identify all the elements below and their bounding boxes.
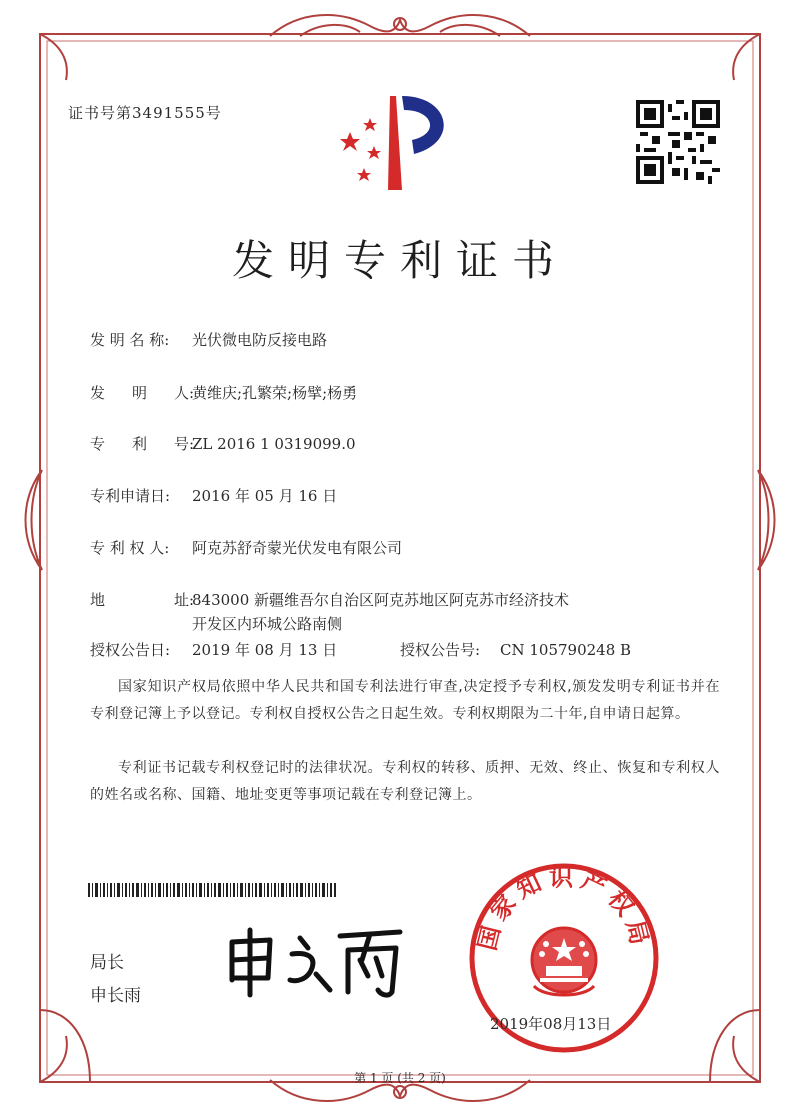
grant-statement: 国家知识产权局依照中华人民共和国专利法进行审查,决定授予专利权,颁发发明专利证书并在专利登记簿上予以登记。专利权自授权公告之日起生效。专利权期限为二十年,自申请日起算。 (90, 679, 720, 722)
invention-name-label: 发 明 名 称: (90, 331, 170, 349)
patentee-label: 专 利 权 人: (90, 539, 170, 557)
inventors: 黄维庆;孔繁荣;杨擘;杨勇 (192, 384, 358, 402)
filing-date-label: 专利申请日: (90, 487, 171, 505)
certificate-title: 发明专利证书 (231, 236, 568, 285)
grant-date-label: 授权公告日: (90, 641, 171, 659)
seal-text: 国家知识产权局 (473, 863, 655, 954)
cnipa-logo (330, 92, 470, 192)
grant-date: 2019 年 08 月 13 日 (192, 641, 338, 659)
grant-number-label: 授权公告号: (400, 641, 481, 659)
handwritten-signature (220, 920, 410, 1000)
invention-name: 光伏微电防反接电路 (192, 331, 328, 349)
certificate-page: 证书号第3491555号 发明专利证书 发 明 名 称: 光伏微电防反接电路 发 明 人: 黄维庆;孔繁荣;杨擘;杨勇 专 利 号: ZL 2016 1 0319099.0 专利申请日: 2016 年 05 月 16 日 专 利 权 人: 阿克苏舒奇蒙光伏发电有限公司 地 址: 843000 新疆维吾尔自治区阿克苏地区阿克苏市经济技术 开发区内环城公路南侧 授权公告日: 2019 年 08 月 13 日 授权公告号: CN 105790248 B 国家知识产权局依照中华人民共和国专利法进行审查,决定授予专利权,颁发发明专利证书并在专利登记簿上予以登记。专利权自授权公告之日起生效。专利权期限为二十年,自申请日起算。 专利证书记载专利权登记时的法律状况。专利权的转移、质押、无效、终止、恢复和专利权人的姓名或名称、国籍、地址变更等事项记载在专利登记簿上。 局长 申长雨 国家知识产权局 2019年08月13日 第 1 页 (共 2 页) (0, 0, 800, 1116)
page-number: 第 1 页 (共 2 页) (354, 1071, 446, 1085)
qr-code (636, 100, 720, 184)
patent-number: ZL 2016 1 0319099.0 (192, 435, 356, 453)
grant-number: CN 105790248 B (500, 641, 632, 659)
filing-date: 2016 年 05 月 16 日 (192, 487, 338, 505)
director-title: 局长 (90, 953, 124, 973)
address-line2: 开发区内环城公路南侧 (192, 615, 343, 633)
barcode (88, 883, 336, 897)
seal-date: 2019年08月13日 (490, 1015, 612, 1033)
address-line1: 843000 新疆维吾尔自治区阿克苏地区阿克苏市经济技术 (192, 591, 570, 609)
certificate-number: 证书号第3491555号 (68, 104, 222, 122)
legal-status-note: 专利证书记载专利权登记时的法律状况。专利权的转移、质押、无效、终止、恢复和专利权人的姓名或名称、国籍、地址变更等事项记载在专利登记簿上。 (90, 760, 720, 803)
director-name: 申长雨 (90, 986, 141, 1006)
patentee: 阿克苏舒奇蒙光伏发电有限公司 (192, 539, 403, 557)
